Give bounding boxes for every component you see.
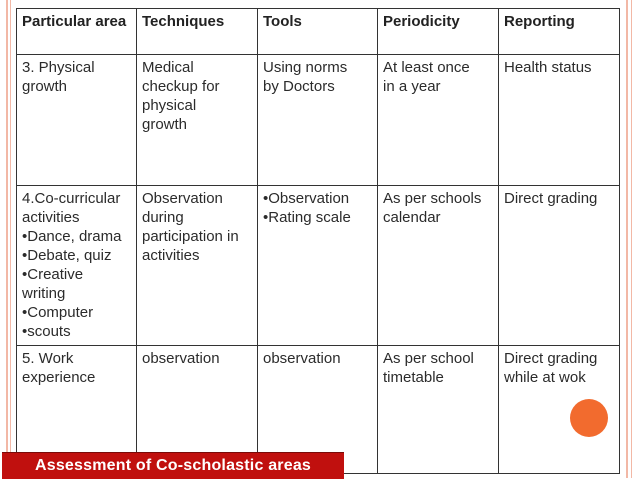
cell-line: As per school bbox=[383, 350, 474, 367]
cell-line: by Doctors bbox=[263, 78, 335, 95]
cell-periodicity bbox=[378, 186, 499, 346]
cell-tools bbox=[258, 186, 378, 346]
header-periodicity bbox=[378, 9, 499, 55]
cell-line: growth bbox=[142, 116, 188, 133]
cell-line: •Observation bbox=[263, 190, 350, 207]
cell-line: activities bbox=[142, 247, 200, 264]
cell-reporting bbox=[499, 186, 620, 346]
cell-line: 5. Work bbox=[22, 350, 74, 367]
cell-line: participation in bbox=[142, 228, 239, 245]
cell-line: timetable bbox=[383, 369, 444, 386]
header-techniques-label: Techniques bbox=[142, 13, 225, 30]
header-tools bbox=[258, 9, 378, 55]
right-decorative-rule-thin bbox=[631, 0, 632, 478]
cell-particular-area bbox=[17, 55, 137, 186]
cell-reporting bbox=[499, 55, 620, 186]
cell-line: activities bbox=[22, 209, 80, 226]
left-decorative-rule-thin bbox=[10, 0, 11, 478]
cell-line: •Dance, drama bbox=[22, 228, 122, 245]
right-decorative-rule bbox=[626, 0, 628, 478]
header-techniques bbox=[137, 9, 258, 55]
cell-line: Observation bbox=[142, 190, 223, 207]
cell-line: •scouts bbox=[22, 323, 71, 340]
cell-line: calendar bbox=[383, 209, 441, 226]
orange-circle-decoration bbox=[570, 399, 608, 437]
slide-title-banner bbox=[2, 452, 344, 479]
cell-line: Health status bbox=[504, 59, 592, 76]
cell-line: Medical bbox=[142, 59, 194, 76]
table-row bbox=[17, 186, 620, 346]
cell-line: •Rating scale bbox=[263, 209, 351, 226]
cell-line: writing bbox=[22, 285, 66, 302]
cell-line: experience bbox=[22, 369, 96, 386]
cell-line: while at wok bbox=[504, 369, 586, 386]
cell-line: Direct grading bbox=[504, 190, 598, 207]
cell-line: 4.Co-curricular bbox=[22, 190, 121, 207]
assessment-table bbox=[16, 8, 620, 474]
cell-line: physical bbox=[142, 97, 197, 114]
header-tools-label: Tools bbox=[263, 13, 302, 30]
header-particular-area bbox=[17, 9, 137, 55]
cell-line: in a year bbox=[383, 78, 441, 95]
cell-line: observation bbox=[263, 350, 341, 367]
cell-line: At least once bbox=[383, 59, 470, 76]
cell-tools bbox=[258, 55, 378, 186]
slide-title-text: Assessment of Co-scholastic areas bbox=[34, 457, 312, 474]
cell-techniques bbox=[137, 55, 258, 186]
cell-line: observation bbox=[142, 350, 220, 367]
cell-line: Direct grading bbox=[504, 350, 598, 367]
cell-line: •Debate, quiz bbox=[22, 247, 112, 264]
cell-techniques bbox=[137, 186, 258, 346]
left-decorative-rule bbox=[6, 0, 8, 478]
header-periodicity-label: Periodicity bbox=[383, 13, 460, 30]
header-reporting-label: Reporting bbox=[504, 13, 575, 30]
cell-line: checkup for bbox=[142, 78, 220, 95]
table-row bbox=[17, 55, 620, 186]
cell-line: growth bbox=[22, 78, 68, 95]
cell-periodicity bbox=[378, 346, 499, 474]
header-reporting bbox=[499, 9, 620, 55]
cell-particular-area bbox=[17, 186, 137, 346]
cell-line: As per schools bbox=[383, 190, 482, 207]
table-header-row bbox=[17, 9, 620, 55]
cell-periodicity bbox=[378, 55, 499, 186]
cell-line: 3. Physical bbox=[22, 59, 95, 76]
header-particular-area-label: Particular area bbox=[22, 13, 127, 30]
cell-line: •Computer bbox=[22, 304, 94, 321]
cell-line: •Creative bbox=[22, 266, 84, 283]
cell-line: during bbox=[142, 209, 184, 226]
cell-line: Using norms bbox=[263, 59, 348, 76]
